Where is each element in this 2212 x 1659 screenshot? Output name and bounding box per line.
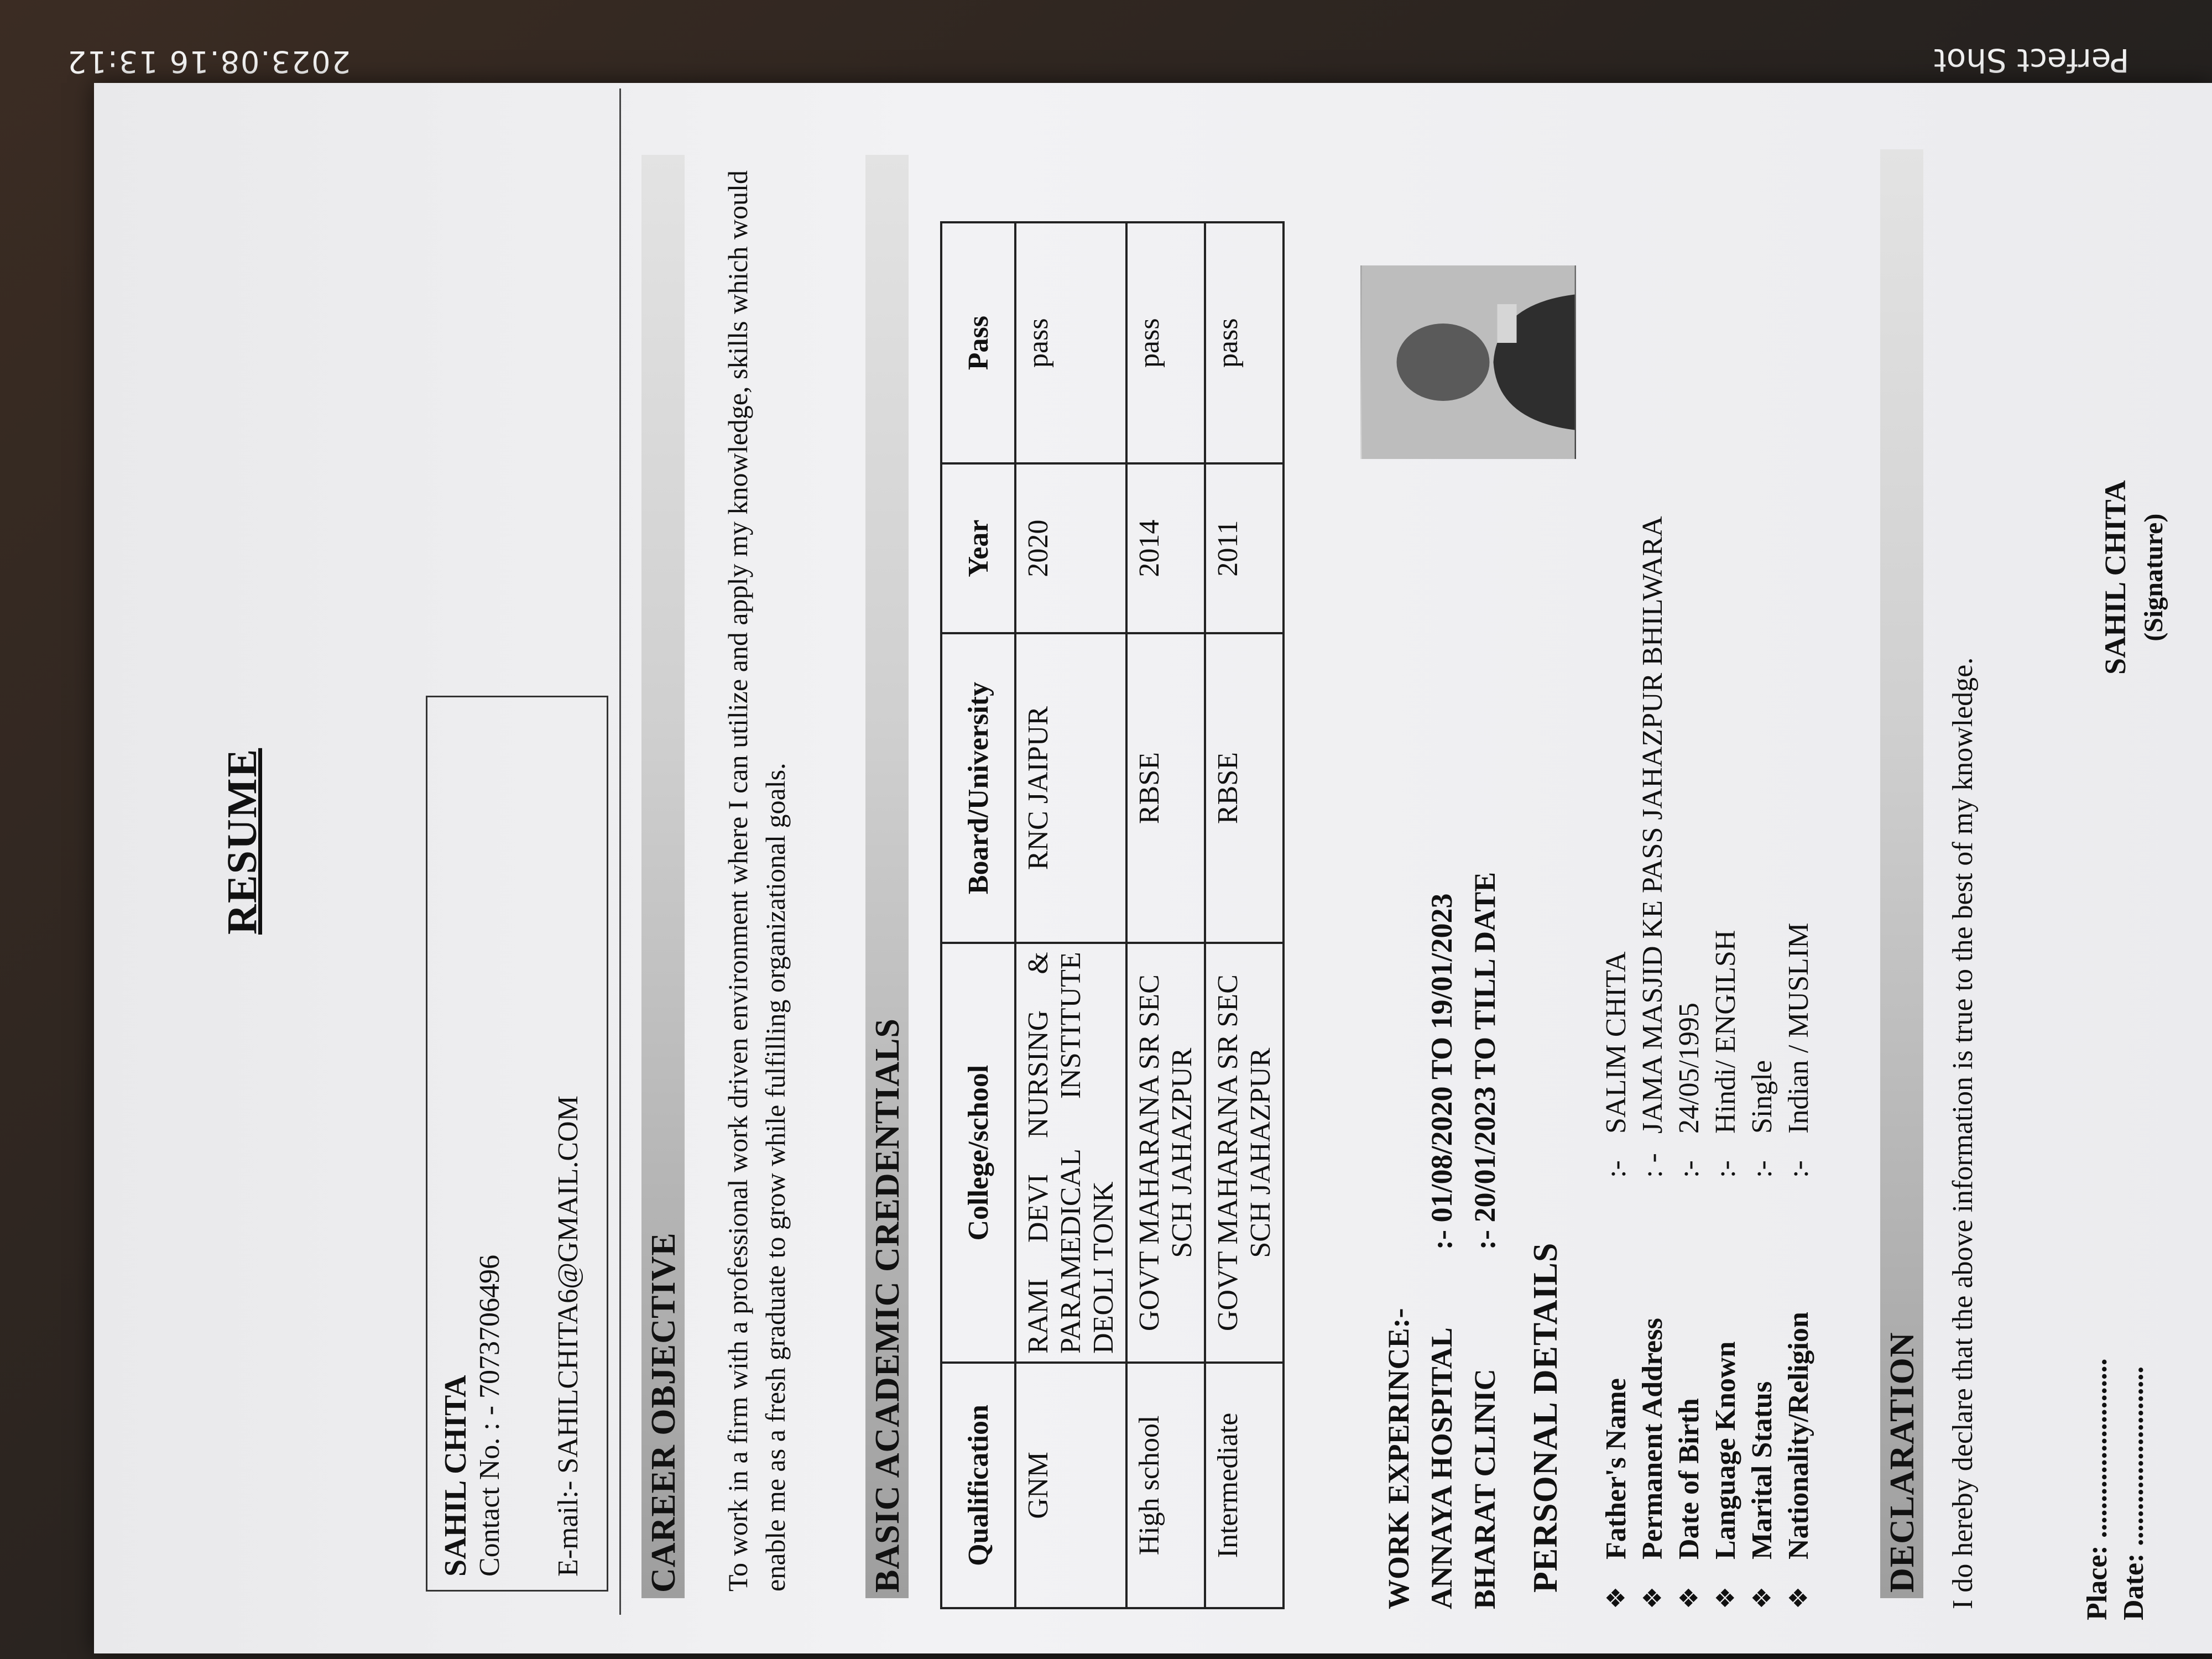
work-period: :- 01/08/2020 TO 19/01/2023: [1425, 893, 1458, 1250]
table-cell: Intermediate: [1205, 1363, 1284, 1608]
detail-value: JAMA MASJID KE PASS JAHAZPUR BHILWARA: [1637, 516, 1668, 1134]
diamond-bullet-icon: ❖: [1675, 1586, 1703, 1609]
career-objective-text: To work in a firm with a professional work driven environment where I can utilize and apply my knowledge, skills which would enable me as a fresh graduate to grow while fulfilling organizational goals.: [722, 170, 791, 1592]
detail-separator: :-: [1746, 1160, 1778, 1178]
contact-box: [426, 696, 608, 1592]
table-cell: GOVT MAHARANA SR SEC SCH JAHAZPUR: [1205, 943, 1284, 1363]
work-period: :- 20/01/2023 TO TILL DATE: [1468, 872, 1501, 1250]
table-cell: pass: [1205, 222, 1284, 463]
table-cell: 2020: [1015, 463, 1126, 633]
declaration-heading: DECLARATION: [1884, 1332, 1921, 1593]
diamond-bullet-icon: ❖: [1785, 1586, 1813, 1609]
table-cell: RBSE: [1126, 633, 1205, 943]
detail-separator: :-: [1600, 1160, 1632, 1178]
table-cell: RAMI DEVI NURSING & PARAMEDICAL INSTITUTE DEOLI TONK: [1015, 943, 1126, 1363]
list-item: [1744, 516, 1781, 1609]
detail-label: Language Known: [1710, 1341, 1741, 1559]
list-item: [1635, 516, 1671, 1609]
detail-label: Father's Name: [1600, 1378, 1632, 1559]
place-label: Place: .........................: [2081, 1358, 2113, 1620]
personal-details: [1598, 516, 1817, 1609]
detail-label: Marital Status: [1746, 1381, 1778, 1559]
work-place: BHARAT CLINIC: [1468, 1369, 1501, 1609]
diamond-bullet-icon: ❖: [1639, 1586, 1667, 1609]
profile-photo: [1360, 265, 1576, 459]
table-header-row: [941, 222, 1015, 1608]
detail-separator: :-: [1710, 1160, 1741, 1178]
detail-value: Hindi/ ENGILSH: [1710, 930, 1741, 1134]
work-experience: [1377, 872, 1506, 1609]
work-item: [1463, 872, 1506, 1609]
table-cell: RBSE: [1205, 633, 1284, 943]
detail-label: Permanent Address: [1637, 1318, 1668, 1559]
table-row: [1205, 222, 1284, 1608]
detail-label: Nationality/Religion: [1783, 1312, 1814, 1559]
work-item: [1420, 872, 1463, 1609]
column-header: College/school: [941, 943, 1015, 1363]
person-photo-icon: [1360, 265, 1576, 459]
table-cell: GOVT MAHARANA SR SEC SCH JAHAZPUR: [1126, 943, 1205, 1363]
column-header: Year: [941, 463, 1015, 633]
table-cell: pass: [1015, 222, 1126, 463]
camera-mode: Perfect Shot: [1933, 41, 2129, 79]
candidate-name: SAHIL CHITA: [439, 1375, 473, 1577]
table-cell: 2014: [1126, 463, 1205, 633]
photo-timestamp: 2023.08.16 13:12: [66, 44, 351, 79]
table-cell: RNC JAIPUR: [1015, 633, 1126, 943]
detail-value: Single: [1746, 1060, 1778, 1134]
signature-block: [2096, 480, 2173, 675]
detail-separator: :-: [1673, 1160, 1705, 1178]
diamond-bullet-icon: ❖: [1748, 1586, 1776, 1609]
detail-value: 24/05/1995: [1673, 1003, 1705, 1134]
column-header: Qualification: [941, 1363, 1015, 1608]
signature-name: SAHIL CHITA: [2099, 480, 2132, 675]
contact-email: E-mail:- SAHILCHITA6@GMAIL.COM: [552, 1095, 584, 1577]
work-heading: WORK EXPERINCE:-: [1382, 1308, 1415, 1609]
list-item: [1671, 516, 1708, 1609]
list-item: [1708, 516, 1744, 1609]
work-place: ANNAYA HOSPITAL: [1425, 1327, 1458, 1609]
resume-title: RESUME: [219, 748, 265, 935]
detail-label: Date of Birth: [1673, 1398, 1705, 1559]
table-cell: 2011: [1205, 463, 1284, 633]
detail-separator: :-: [1783, 1160, 1814, 1178]
detail-separator: : -: [1637, 1153, 1668, 1178]
date-label: Date: .........................: [2118, 1366, 2150, 1620]
list-item: [1598, 516, 1635, 1609]
header-divider: [619, 88, 621, 1615]
resume-sheet: [94, 83, 2212, 1653]
diamond-bullet-icon: ❖: [1712, 1586, 1740, 1609]
table-row: [1015, 222, 1126, 1608]
table-cell: High school: [1126, 1363, 1205, 1608]
diamond-bullet-icon: ❖: [1602, 1586, 1630, 1609]
column-header: Pass: [941, 222, 1015, 463]
academics-table: [940, 221, 1285, 1609]
declaration-text: I do hereby declare that the above information is true to the best of my knowledge.: [1947, 657, 1979, 1609]
personal-details-heading: PERSONAL DETAILS: [1527, 1242, 1564, 1593]
signature-label: (Signature): [2139, 513, 2168, 641]
academics-heading: BASIC ACADEMIC CREDENTIALS: [869, 1018, 906, 1593]
resume-page: [94, 83, 2212, 1653]
table-cell: GNM: [1015, 1363, 1126, 1608]
list-item: [1781, 516, 1817, 1609]
detail-value: SALIM CHITA: [1600, 951, 1632, 1134]
career-objective-heading: CAREER OBJECTIVE: [645, 1232, 682, 1593]
place-date-block: [2079, 1358, 2152, 1620]
detail-value: Indian / MUSLIM: [1783, 922, 1814, 1134]
column-header: Board/University: [941, 633, 1015, 943]
table-cell: pass: [1126, 222, 1205, 463]
contact-phone: Contact No. : - 7073706496: [474, 1254, 505, 1577]
table-row: [1126, 222, 1205, 1608]
